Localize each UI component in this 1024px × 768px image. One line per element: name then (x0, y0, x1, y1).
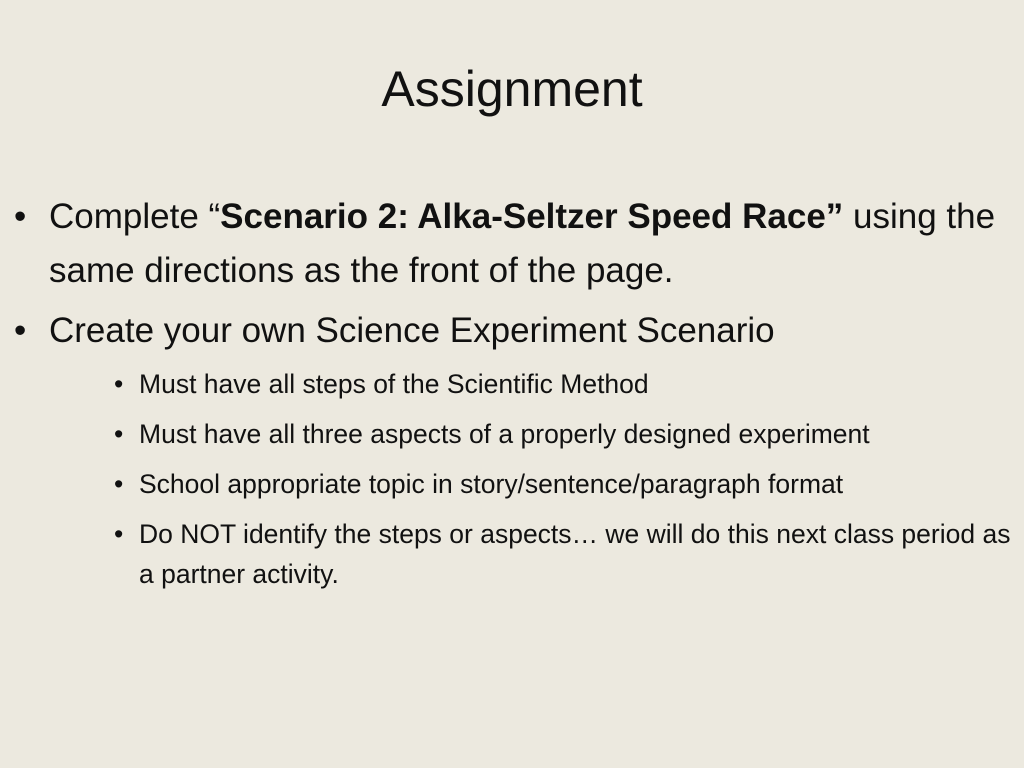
bullet-icon: • (114, 419, 124, 449)
bullet-icon: • (114, 469, 124, 499)
sub-bullet-item (114, 514, 1014, 594)
bullet-text-prefix: Complete “ (49, 197, 221, 236)
sub-bullet-item (114, 364, 1014, 404)
bullet-item-create-scenario (14, 304, 1014, 358)
sub-bullet-text: School appropriate topic in story/sentence/paragraph format (139, 469, 844, 499)
bullet-text-suffix: using the same directions as the front of the page. (49, 197, 996, 290)
sub-bullet-text: Do NOT identify the steps or aspects… we will do this next class period as a partner activity. (139, 519, 1011, 589)
bullet-icon: • (14, 311, 27, 350)
sub-bullet-list (14, 364, 1014, 594)
sub-bullet-item (114, 464, 1014, 504)
slide-title: Assignment (381, 61, 643, 117)
sub-bullet-text: Must have all three aspects of a properly designed experiment (139, 419, 870, 449)
slide-content (14, 190, 1014, 604)
bullet-icon: • (14, 197, 27, 236)
sub-bullet-item (114, 414, 1014, 454)
bullet-item-complete-scenario (14, 190, 1014, 298)
sub-bullet-text: Must have all steps of the Scientific Method (139, 369, 649, 399)
bullet-text: Create your own Science Experiment Scenario (49, 311, 775, 350)
scenario-name-bold: Scenario 2: Alka-Seltzer Speed Race” (220, 197, 844, 236)
bullet-icon: • (114, 369, 124, 399)
bullet-icon: • (114, 519, 124, 549)
